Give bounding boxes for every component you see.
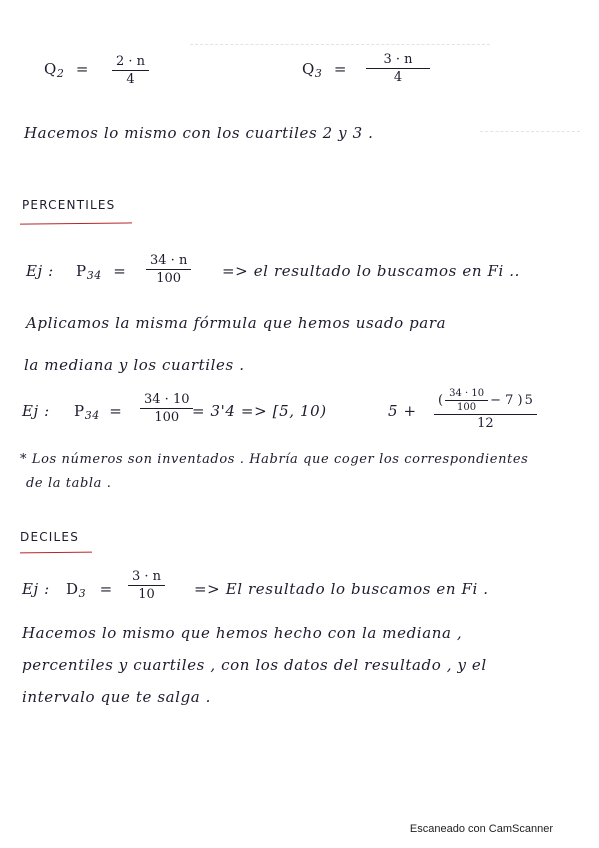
ruled-line	[480, 131, 580, 132]
deciles-underline	[20, 552, 92, 554]
p34-label: $P_{34}$ =	[76, 262, 127, 282]
q2-label: $Q_2$ =	[44, 60, 90, 80]
deciles-heading: DECILES	[20, 530, 80, 544]
apply-line-2: la mediana y los cuartiles .	[24, 356, 245, 374]
deciles-result-text: => El resultado lo buscamos en Fi .	[194, 580, 489, 598]
deciles-example-label: Ej :	[22, 580, 50, 598]
deciles-fraction: 3 · n 10	[128, 569, 165, 602]
interpolation-fraction: ( $\frac{34 \cdot 10}{100}$ − 7 ) 5 12	[434, 388, 537, 431]
percentiles-heading: PERCENTILES	[22, 198, 116, 212]
ruled-line	[190, 44, 490, 45]
quartiles-note: Hacemos lo mismo con los cuartiles 2 y 3 .	[24, 124, 374, 142]
percentile-calc-fraction: 34 · 10 100	[140, 392, 193, 425]
interpolation-prefix: 5 +	[388, 402, 417, 420]
interpolation-inner-fraction: $\frac{34 \cdot 10}{100}$	[445, 388, 488, 413]
percentile-example-label: Ej :	[26, 262, 54, 280]
percentile-result-text: => el resultado lo buscamos en Fi ..	[222, 262, 520, 280]
deciles-line-2: percentiles y cuartiles , con los datos del resultado , y el	[22, 656, 487, 674]
p34-label-2: $P_{34}$ =	[74, 402, 123, 422]
percentiles-underline	[20, 222, 132, 224]
apply-line-1: Aplicamos la misma fórmula que hemos usado para	[26, 314, 447, 332]
note-line-1: * Los números son inventados . Habría que coger los correspondientes	[20, 452, 529, 467]
camscanner-watermark: Escaneado con CamScanner	[409, 823, 553, 835]
percentile-fraction: 34 · n 100	[146, 253, 191, 286]
deciles-line-1: Hacemos lo mismo que hemos hecho con la mediana ,	[22, 624, 463, 642]
percentile-example2-label: Ej :	[22, 402, 50, 420]
d3-label: $D_3$ =	[66, 580, 113, 600]
deciles-line-3: intervalo que te salga .	[22, 688, 212, 706]
q2-fraction: 2 · n 4	[112, 54, 149, 87]
q3-label: $Q_3$ =	[302, 60, 348, 80]
note-line-2: de la tabla .	[26, 476, 112, 491]
q3-fraction: 3 · n 4	[366, 52, 430, 85]
percentile-calc-result: = 3'4 => [5, 10)	[192, 402, 327, 420]
